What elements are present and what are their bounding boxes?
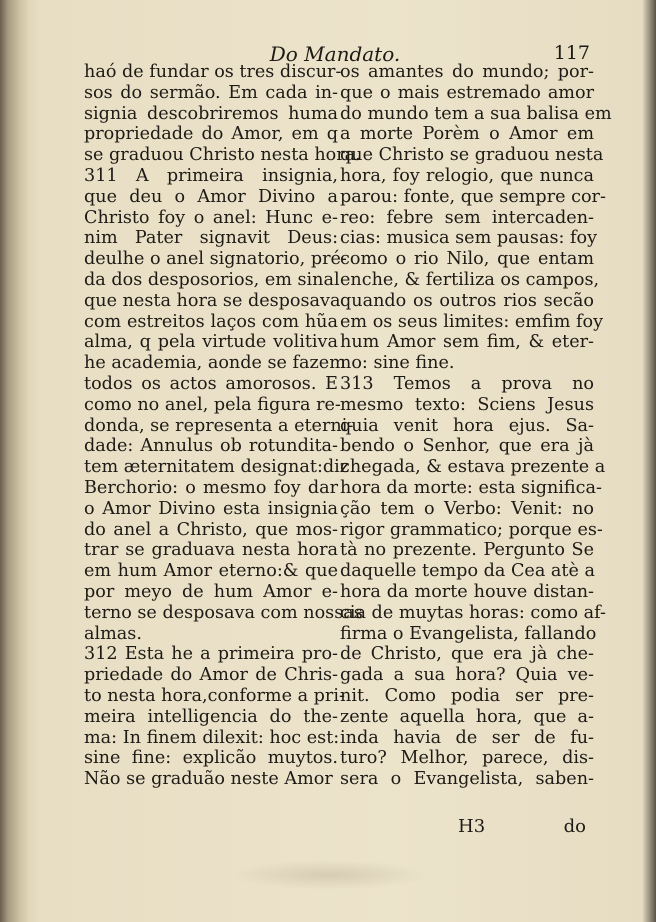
text-line: alma, q pela virtude volitiva bbox=[84, 332, 338, 353]
text-line: do anel a Christo, que mos- bbox=[84, 519, 338, 540]
text-line: que o mais estremado amor bbox=[340, 82, 594, 103]
text-line: quia venit hora ejus. Sa- bbox=[340, 415, 594, 436]
text-line: meira intelligencia do the- bbox=[84, 706, 338, 727]
text-line: em os seus limites: emfim foy bbox=[340, 311, 604, 332]
text-line: bendo o Senhor, que era jà bbox=[340, 436, 594, 457]
text-line: o Amor Divino esta insignia bbox=[84, 498, 338, 519]
page-gutter-shadow bbox=[0, 0, 28, 922]
text-line: com estreitos laços com hũa bbox=[84, 311, 338, 332]
text-line: que deu o Amor Divino a bbox=[84, 186, 338, 207]
text-line: Christo foy o anel: Hunc e- bbox=[84, 207, 338, 228]
text-line: como o rio Nilo, que entam bbox=[340, 249, 594, 270]
text-line: os amantes do mundo; por- bbox=[340, 62, 594, 82]
text-line: hora da morte: esta significa- bbox=[340, 477, 602, 498]
show-through-stain bbox=[230, 860, 430, 890]
text-line: nim Pater signavit Deus: bbox=[84, 228, 338, 249]
left-column bbox=[84, 62, 363, 790]
text-line: signia descobriremos huma bbox=[84, 103, 338, 124]
running-title: Do Mandato. bbox=[269, 42, 401, 66]
catchword: do bbox=[563, 816, 586, 837]
text-line: parou: fonte, que sempre cor- bbox=[340, 186, 606, 207]
text-line: Berchorio: o mesmo foy dar bbox=[84, 477, 338, 498]
text-line: todos os actos amorosos. E bbox=[84, 373, 338, 394]
text-line: sos do sermão. Em cada in- bbox=[84, 82, 338, 103]
text-line: he academia, aonde se fazem bbox=[84, 353, 346, 374]
text-line: cias: musica sem pausas: foy bbox=[340, 228, 598, 249]
text-line: tà no prezente. Pergunto Se bbox=[340, 540, 594, 561]
text-line: hora da morte houve distan- bbox=[340, 581, 594, 602]
text-line: trar se graduava nesta hora bbox=[84, 540, 338, 561]
text-line: almas. bbox=[84, 623, 142, 644]
text-line: daquelle tempo da Cea atè a bbox=[340, 561, 595, 582]
right-column bbox=[340, 62, 612, 790]
text-line: de Christo, que era jà che- bbox=[340, 644, 594, 665]
text-line: enche, & fertiliza os campos, bbox=[340, 269, 600, 290]
text-line: hum Amor sem fim, & eter- bbox=[340, 332, 594, 353]
text-line: priedade do Amor de Chris- bbox=[84, 665, 338, 686]
page-footer bbox=[340, 816, 586, 840]
text-line: no: sine fine. bbox=[340, 353, 455, 374]
text-line: reo: febre sem intercaden- bbox=[340, 207, 594, 228]
text-line: que Christo se graduou nesta bbox=[340, 145, 604, 166]
text-line: se graduou Christo nesta hora. bbox=[84, 145, 361, 166]
text-line: hora, foy relogio, que nunca bbox=[340, 165, 594, 186]
page-number: 117 bbox=[553, 42, 590, 64]
text-line: da dos desposorios, em sinal bbox=[84, 269, 340, 290]
text-line: em hum Amor eterno:& que bbox=[84, 561, 338, 582]
text-line: inda havia de ser de fu- bbox=[340, 727, 594, 748]
text-line: chegada, & estava prezente a bbox=[340, 457, 606, 478]
text-line: mesmo texto: Sciens Jesus bbox=[340, 394, 594, 415]
text-line: que nesta hora se desposava bbox=[84, 290, 341, 311]
text-line: tem æternitatem designat:diz bbox=[84, 457, 350, 478]
text-line: ma: In finem dilexit: hoc est: bbox=[84, 727, 340, 748]
text-line: dade: Annulus ob rotundita- bbox=[84, 436, 338, 457]
text-line: do mundo tem a sua balisa em bbox=[340, 103, 612, 124]
text-line: haó de fundar os tres discur- bbox=[84, 62, 342, 82]
text-line: por meyo de hum Amor e- bbox=[84, 581, 338, 602]
text-line: firma o Evangelista, fallando bbox=[340, 623, 597, 644]
text-line: gada a sua hora? Quia ve- bbox=[340, 665, 594, 686]
text-line: zente aquella hora, que a- bbox=[340, 706, 594, 727]
text-line: sine fine: explicão muytos. bbox=[84, 748, 338, 769]
text-line: to nesta hora,conforme a pri- bbox=[84, 685, 345, 706]
text-line: Não se graduão neste Amor bbox=[84, 769, 333, 790]
text-line: 313 Temos a prova no bbox=[340, 373, 594, 394]
text-line: terno se desposava com nossas bbox=[84, 602, 363, 623]
text-line: sera o Evangelista, saben- bbox=[340, 769, 594, 790]
text-line: ção tem o Verbo: Venit: no bbox=[340, 498, 594, 519]
text-line: cia de muytas horas: como af- bbox=[340, 602, 606, 623]
text-line: 312 Esta he a primeira pro- bbox=[84, 644, 338, 665]
text-line: nit. Como podia ser pre- bbox=[340, 685, 594, 706]
text-line: quando os outros rios secão bbox=[340, 290, 594, 311]
text-line: rigor grammatico; porque es- bbox=[340, 519, 603, 540]
text-line: 311 A primeira insignia, bbox=[84, 165, 338, 186]
text-line: donda, se representa a eterni- bbox=[84, 415, 354, 436]
signature-mark: H3 bbox=[458, 816, 486, 837]
text-line: como no anel, pela figura re- bbox=[84, 394, 341, 415]
text-line: turo? Melhor, parece, dis- bbox=[340, 748, 594, 769]
page-edge-shadow bbox=[642, 0, 656, 922]
text-line: deulhe o anel signatorio, pré- bbox=[84, 249, 347, 270]
text-line: propriedade do Amor, em q bbox=[84, 124, 338, 145]
text-line: a morte Porèm o Amor em bbox=[340, 124, 594, 145]
